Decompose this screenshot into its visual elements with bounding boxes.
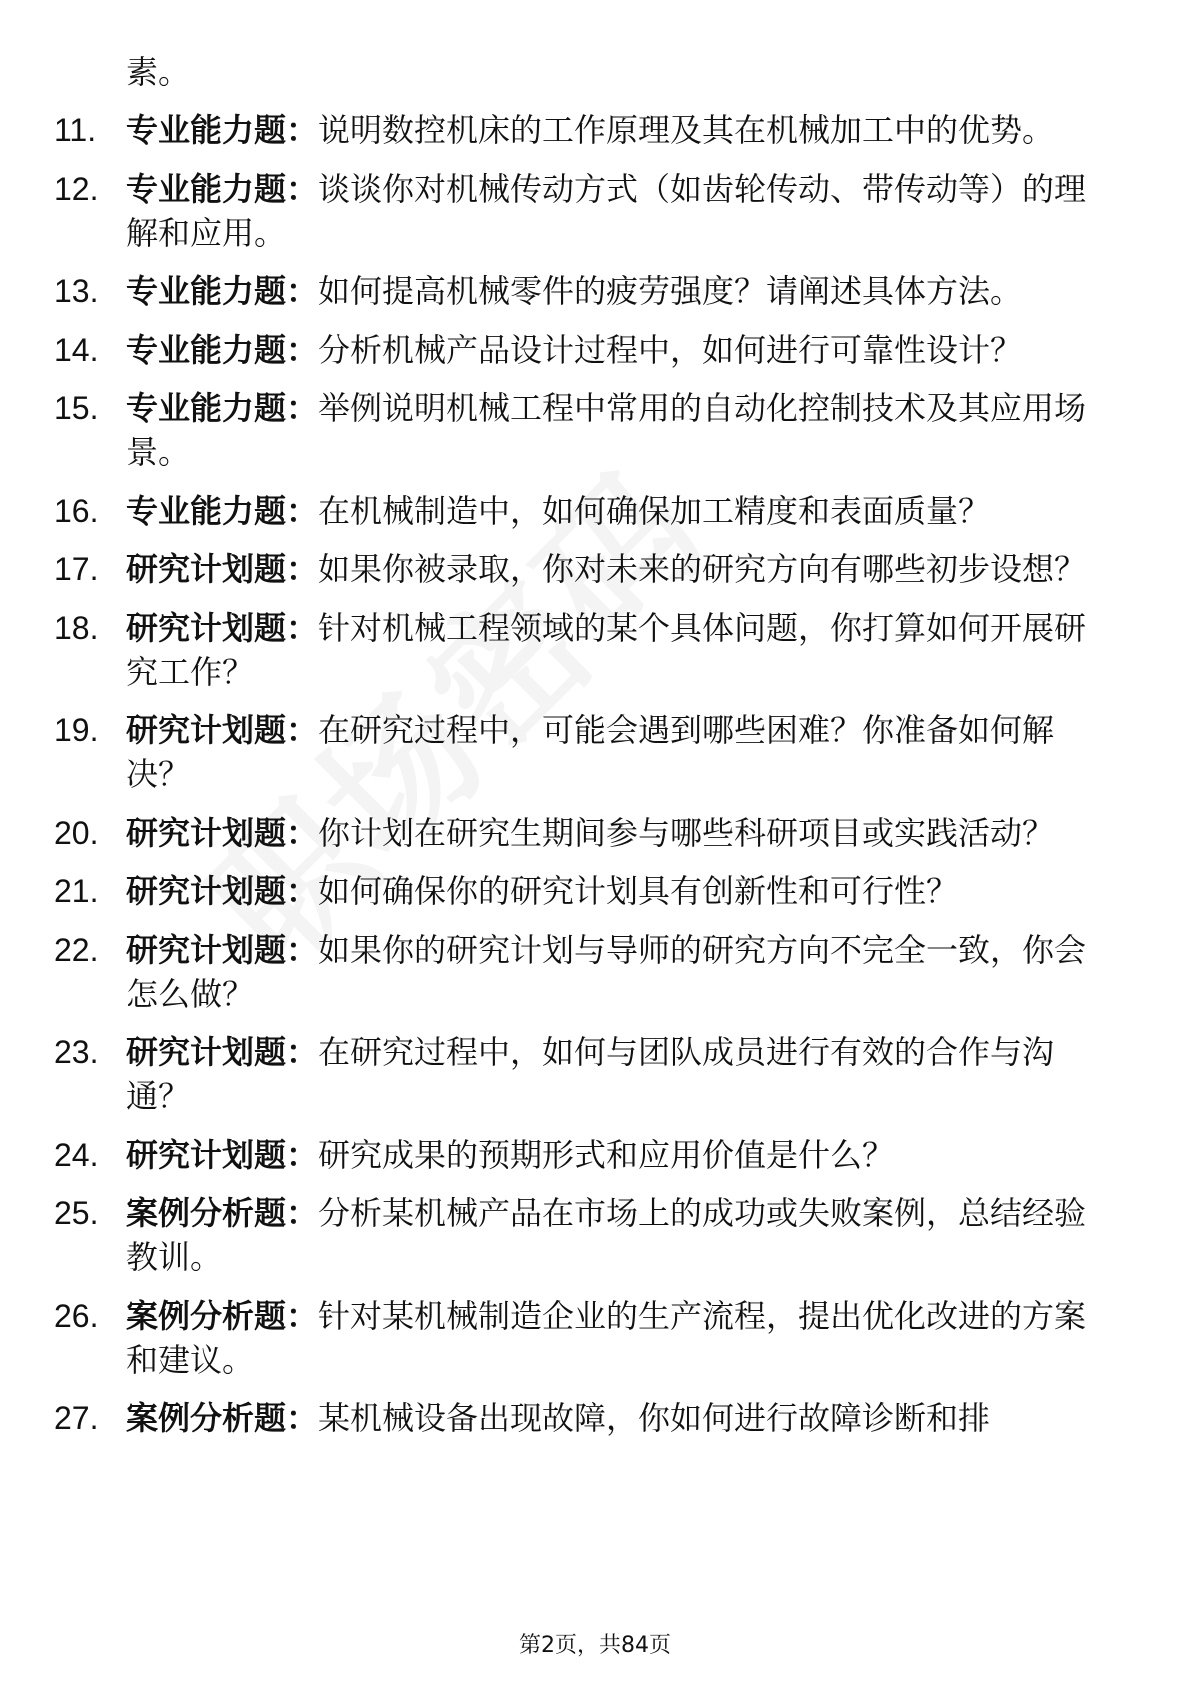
question-item	[0, 1133, 1190, 1177]
question-category: 研究计划题：	[126, 872, 319, 910]
question-number: 13.	[54, 273, 99, 309]
question-text	[126, 1396, 1116, 1440]
question-text	[126, 811, 1116, 855]
question-number: 22.	[54, 931, 99, 968]
question-text	[126, 1191, 1116, 1279]
question-category: 研究计划题：	[126, 1033, 319, 1071]
question-category: 专业能力题：	[126, 491, 319, 530]
question-item	[0, 869, 1190, 913]
question-category: 研究计划题：	[126, 550, 319, 588]
question-body: 研究成果的预期形式和应用价值是什么？	[318, 1135, 895, 1174]
continued-text: 素。	[126, 53, 191, 91]
question-body: 某机械设备出现故障，你如何进行故障诊断和排	[318, 1399, 991, 1437]
question-list	[0, 108, 1190, 1455]
question-category: 研究计划题：	[126, 1135, 319, 1174]
question-item	[0, 708, 1190, 796]
question-number: 21.	[54, 873, 99, 909]
question-text	[126, 928, 1116, 1016]
question-item	[0, 811, 1190, 855]
question-item	[0, 1191, 1190, 1279]
question-category: 专业能力题：	[126, 111, 319, 149]
question-text	[126, 1030, 1116, 1118]
question-item	[0, 1396, 1190, 1440]
question-number: 18.	[54, 609, 99, 646]
page-footer: 第2页，共84页	[519, 1633, 671, 1658]
question-category: 案例分析题：	[126, 1296, 319, 1335]
question-number: 15.	[54, 390, 99, 426]
question-body: 谈谈你对机械传动方式（如齿轮传动、带传动等）的理解和应用。	[126, 169, 1087, 252]
question-item	[0, 386, 1190, 474]
question-body: 如何确保你的研究计划具有创新性和可行性？	[318, 872, 959, 910]
question-body: 你计划在研究生期间参与哪些科研项目或实践活动？	[318, 813, 1055, 852]
question-category: 专业能力题：	[126, 272, 319, 310]
question-text	[126, 1133, 1116, 1177]
question-text	[126, 328, 1116, 372]
question-text	[126, 606, 1116, 694]
question-item	[0, 928, 1190, 1016]
question-text	[126, 489, 1116, 533]
question-category: 研究计划题：	[126, 711, 319, 749]
question-number: 24.	[54, 1136, 99, 1173]
question-item	[0, 606, 1190, 694]
question-body: 分析机械产品设计过程中，如何进行可靠性设计？	[318, 330, 1023, 369]
question-body: 分析某机械产品在市场上的成功或失败案例，总结经验教训。	[126, 1194, 1087, 1276]
question-number: 20.	[54, 814, 99, 851]
question-category: 专业能力题：	[126, 330, 319, 369]
question-item	[0, 547, 1190, 591]
question-body: 说明数控机床的工作原理及其在机械加工中的优势。	[318, 111, 1055, 149]
question-body: 在机械制造中，如何确保加工精度和表面质量？	[318, 491, 991, 530]
question-body: 在研究过程中，如何与团队成员进行有效的合作与沟通？	[126, 1033, 1055, 1115]
question-text	[126, 386, 1116, 474]
question-body: 举例说明机械工程中常用的自动化控制技术及其应用场景。	[126, 389, 1087, 471]
question-category: 案例分析题：	[126, 1194, 319, 1232]
question-number: 23.	[54, 1034, 99, 1070]
question-number: 26.	[54, 1297, 99, 1334]
question-category: 研究计划题：	[126, 813, 319, 852]
question-text	[126, 547, 1116, 591]
question-body: 如果你的研究计划与导师的研究方向不完全一致，你会怎么做？	[126, 930, 1087, 1013]
question-item	[0, 489, 1190, 533]
question-body: 针对机械工程领域的某个具体问题，你打算如何开展研究工作？	[126, 608, 1087, 691]
question-body: 如何提高机械零件的疲劳强度？请阐述具体方法。	[318, 272, 1023, 310]
question-category: 专业能力题：	[126, 389, 319, 427]
question-text	[126, 1294, 1116, 1382]
question-number: 16.	[54, 492, 99, 529]
question-text	[126, 269, 1116, 313]
question-body: 在研究过程中，可能会遇到哪些困难？你准备如何解决？	[126, 711, 1055, 793]
question-item	[0, 269, 1190, 313]
question-category: 研究计划题：	[126, 608, 319, 647]
question-category: 专业能力题：	[126, 169, 319, 208]
question-item	[0, 1030, 1190, 1118]
question-item	[0, 108, 1190, 152]
question-number: 11.	[54, 112, 97, 148]
question-category: 研究计划题：	[126, 930, 319, 969]
question-category: 案例分析题：	[126, 1399, 319, 1437]
question-text	[126, 708, 1116, 796]
question-item	[0, 328, 1190, 372]
question-text	[126, 167, 1116, 255]
question-body: 针对某机械制造企业的生产流程，提出优化改进的方案和建议。	[126, 1296, 1087, 1379]
question-body: 如果你被录取，你对未来的研究方向有哪些初步设想？	[318, 550, 1087, 588]
question-number: 19.	[54, 712, 99, 748]
question-item	[0, 1294, 1190, 1382]
question-item	[0, 167, 1190, 255]
question-text	[126, 108, 1116, 152]
question-number: 17.	[54, 551, 99, 587]
question-number: 14.	[54, 331, 99, 368]
question-number: 25.	[54, 1195, 99, 1231]
question-text	[126, 869, 1116, 913]
question-number: 12.	[54, 170, 99, 207]
question-number: 27.	[54, 1400, 99, 1436]
